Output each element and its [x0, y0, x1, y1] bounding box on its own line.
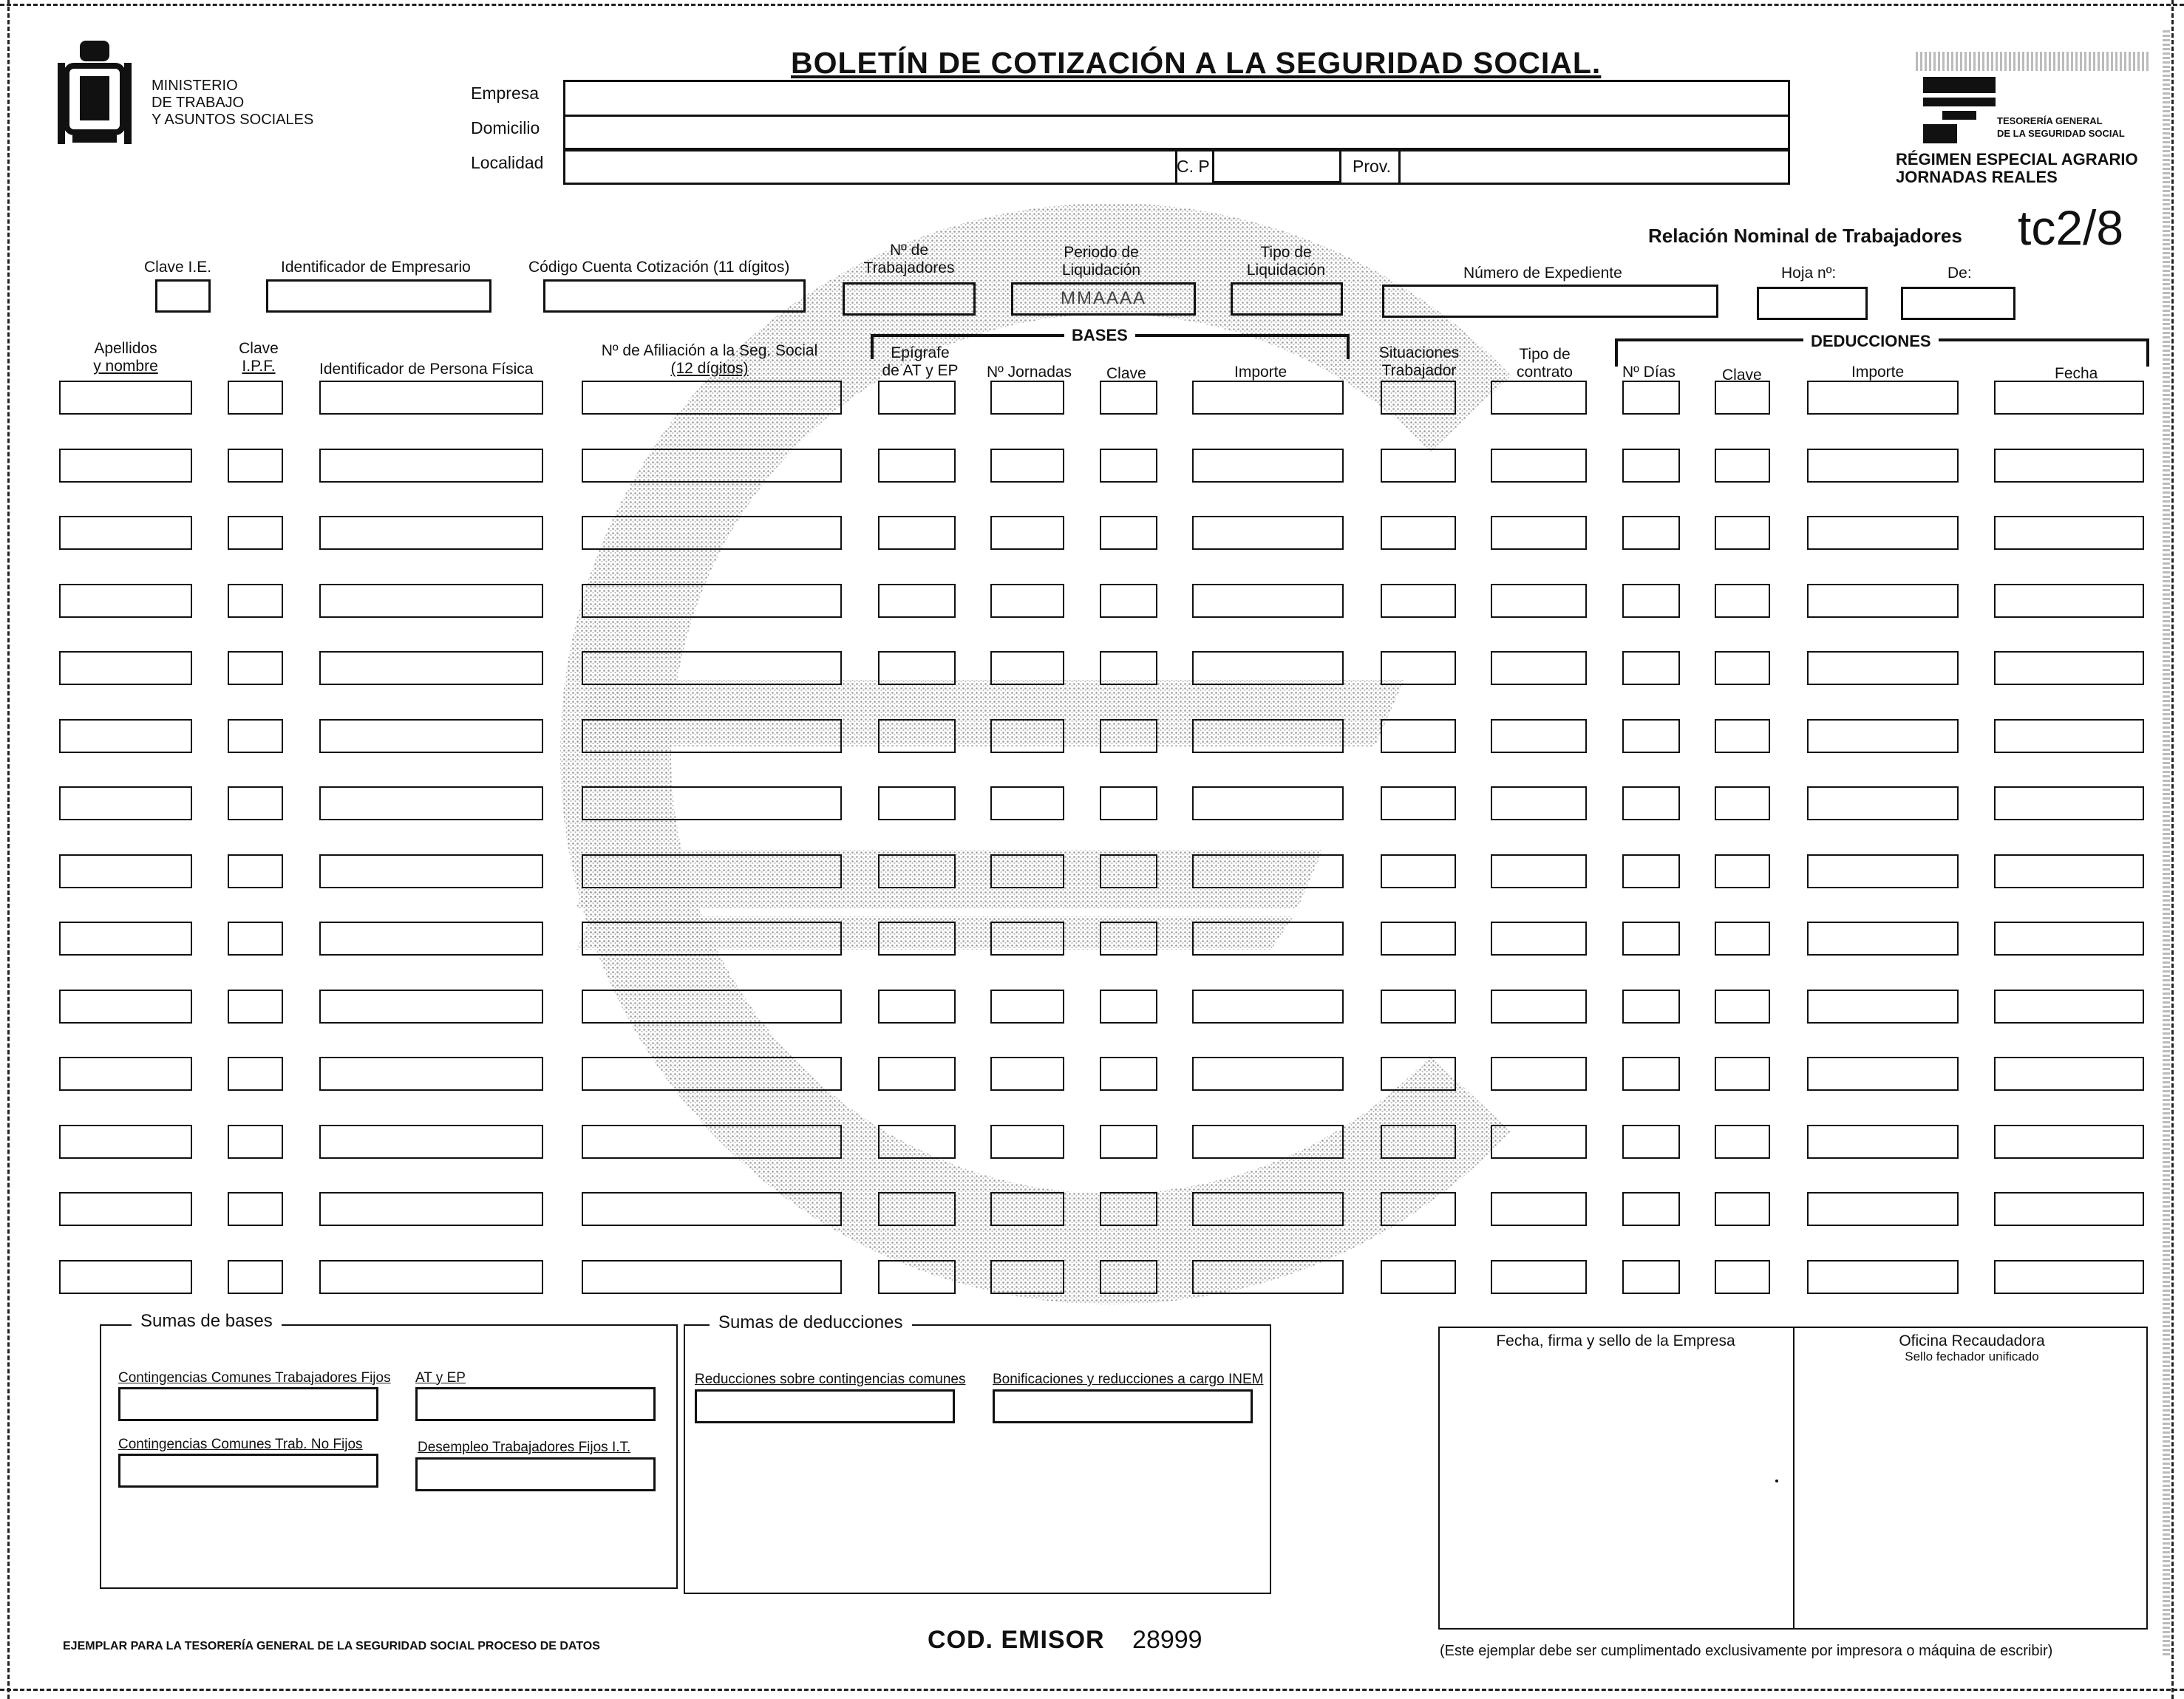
fecha-field[interactable]	[1994, 922, 2144, 956]
n-dias-field[interactable]	[1622, 1192, 1680, 1226]
clave-bases-field[interactable]	[1100, 922, 1157, 956]
ejemplar-label: EJEMPLAR PARA LA TESORERÍA GENERAL DE LA SEGURIDAD SOCIAL PROCESO DE DATOS	[63, 1640, 600, 1652]
identificador-pf-field[interactable]	[319, 1260, 543, 1294]
n-jornadas-field[interactable]	[990, 922, 1064, 956]
at-ep-field[interactable]	[415, 1387, 656, 1421]
hoja-label: Hoja nº:	[1781, 265, 1837, 282]
prov-label: Prov.	[1353, 157, 1391, 176]
afiliacion-field[interactable]	[582, 516, 842, 550]
sumas-deducciones-title: Sumas de deducciones	[710, 1312, 912, 1333]
apellidos-field[interactable]	[59, 584, 192, 618]
afiliacion-field[interactable]	[582, 1125, 842, 1159]
identificador-pf-field[interactable]	[319, 584, 543, 618]
situaciones-field[interactable]	[1381, 1260, 1456, 1294]
situaciones-field[interactable]	[1381, 449, 1456, 483]
clave-ded-field[interactable]	[1715, 1057, 1770, 1091]
situaciones-field[interactable]	[1381, 922, 1456, 956]
clave-bases-field[interactable]	[1100, 990, 1157, 1024]
importe-ded-field[interactable]	[1807, 1192, 1959, 1226]
clave-ipf-field[interactable]	[228, 786, 283, 820]
apellidos-field[interactable]	[59, 381, 192, 415]
afiliacion-field[interactable]	[582, 651, 842, 685]
domicilio-label: Domicilio	[471, 118, 540, 137]
clave-ded-field[interactable]	[1715, 1260, 1770, 1294]
clave-ie-label: Clave I.E.	[144, 259, 212, 276]
identificador-pf-field[interactable]	[319, 786, 543, 820]
apellidos-field[interactable]	[59, 1057, 192, 1091]
apellidos-field[interactable]	[59, 990, 192, 1024]
clave-bases-field[interactable]	[1100, 449, 1157, 483]
n-dias-field[interactable]	[1622, 1125, 1680, 1159]
fecha-field[interactable]	[1994, 1192, 2144, 1226]
col-epigrafe-header: Epígrafe de AT y EP	[882, 344, 959, 379]
importe-bases-field[interactable]	[1192, 854, 1344, 888]
tipo-contrato-field[interactable]	[1491, 1057, 1587, 1091]
situaciones-field[interactable]	[1381, 584, 1456, 618]
identificador-pf-field[interactable]	[319, 516, 543, 550]
at-ep-label: AT y EP	[415, 1370, 466, 1386]
n-dias-field[interactable]	[1622, 719, 1680, 753]
n-jornadas-field[interactable]	[990, 449, 1064, 483]
identificador-pf-field[interactable]	[319, 1125, 543, 1159]
clave-ded-field[interactable]	[1715, 381, 1770, 415]
clave-bases-field[interactable]	[1100, 1192, 1157, 1226]
identificador-pf-field[interactable]	[319, 1192, 543, 1226]
cod-emisor: COD. EMISOR 28999	[928, 1626, 1202, 1654]
identificador-pf-field[interactable]	[319, 922, 543, 956]
n-dias-field[interactable]	[1622, 990, 1680, 1024]
tipo-contrato-field[interactable]	[1491, 1260, 1587, 1294]
tipo-contrato-field[interactable]	[1491, 1192, 1587, 1226]
epigrafe-field[interactable]	[878, 584, 956, 618]
fecha-field[interactable]	[1994, 381, 2144, 415]
n-dias-field[interactable]	[1622, 854, 1680, 888]
cc-fijos-label: Contingencias Comunes Trabajadores Fijos	[118, 1370, 391, 1386]
fecha-field[interactable]	[1994, 584, 2144, 618]
clave-ded-field[interactable]	[1715, 584, 1770, 618]
epigrafe-field[interactable]	[878, 1260, 956, 1294]
importe-ded-field[interactable]	[1807, 516, 1959, 550]
clave-ded-field[interactable]	[1715, 516, 1770, 550]
col-afiliacion-header: Nº de Afiliación a la Seg. Social (12 dígitos)	[601, 342, 818, 377]
clave-ipf-field[interactable]	[228, 381, 283, 415]
col-importe-ded-header: Importe	[1851, 364, 1905, 381]
n-jornadas-field[interactable]	[990, 584, 1064, 618]
clave-ded-field[interactable]	[1715, 1125, 1770, 1159]
clave-ipf-field[interactable]	[228, 1260, 283, 1294]
importe-ded-field[interactable]	[1807, 719, 1959, 753]
firma-divider	[1793, 1327, 1795, 1630]
cp-label: C. P	[1177, 157, 1210, 176]
importe-bases-field[interactable]	[1192, 449, 1344, 483]
apellidos-field[interactable]	[59, 1192, 192, 1226]
fecha-field[interactable]	[1994, 719, 2144, 753]
codigo-cuenta-label: Código Cuenta Cotización (11 dígitos)	[528, 259, 790, 276]
tipo-contrato-field[interactable]	[1491, 719, 1587, 753]
n-dias-field[interactable]	[1622, 516, 1680, 550]
clave-bases-field[interactable]	[1100, 854, 1157, 888]
afiliacion-field[interactable]	[582, 1192, 842, 1226]
apellidos-field[interactable]	[59, 449, 192, 483]
apellidos-field[interactable]	[59, 516, 192, 550]
n-jornadas-field[interactable]	[990, 854, 1064, 888]
epigrafe-field[interactable]	[878, 449, 956, 483]
nota-impresora: (Este ejemplar debe ser cumplimentado exclusivamente por impresora o máquina de escribir)	[1440, 1643, 2053, 1659]
col-clave-ipf-header: Clave I.P.F.	[239, 340, 279, 375]
numero-expediente-label: Número de Expediente	[1463, 265, 1622, 282]
n-dias-field[interactable]	[1622, 1057, 1680, 1091]
bases-group-label: BASES	[1064, 326, 1135, 345]
clave-ded-field[interactable]	[1715, 449, 1770, 483]
n-jornadas-field[interactable]	[990, 1125, 1064, 1159]
clave-bases-field[interactable]	[1100, 1057, 1157, 1091]
n-jornadas-field[interactable]	[990, 990, 1064, 1024]
identificador-pf-field[interactable]	[319, 990, 543, 1024]
importe-bases-field[interactable]	[1192, 922, 1344, 956]
reducciones-label: Reducciones sobre contingencias comunes	[695, 1372, 966, 1387]
fecha-field[interactable]	[1994, 990, 2144, 1024]
afiliacion-field[interactable]	[582, 1057, 842, 1091]
apellidos-field[interactable]	[59, 1125, 192, 1159]
sumas-deducciones-section	[684, 1324, 1271, 1594]
clave-ipf-field[interactable]	[228, 922, 283, 956]
epigrafe-field[interactable]	[878, 854, 956, 888]
bonificaciones-field[interactable]	[993, 1389, 1253, 1423]
fecha-field[interactable]	[1994, 651, 2144, 685]
reducciones-field[interactable]	[695, 1389, 955, 1423]
importe-bases-field[interactable]	[1192, 786, 1344, 820]
n-jornadas-field[interactable]	[990, 381, 1064, 415]
tgss-name: TESORERÍA GENERAL DE LA SEGURIDAD SOCIAL	[1997, 115, 2125, 139]
importe-bases-field[interactable]	[1192, 1057, 1344, 1091]
col-importe-bases-header: Importe	[1234, 364, 1287, 381]
desempleo-field[interactable]	[415, 1457, 656, 1491]
tipo-contrato-field[interactable]	[1491, 990, 1587, 1024]
col-n-jornadas-header: Nº Jornadas	[987, 364, 1072, 381]
tipo-contrato-field[interactable]	[1491, 516, 1587, 550]
identificador-pf-field[interactable]	[319, 449, 543, 483]
apellidos-field[interactable]	[59, 786, 192, 820]
importe-ded-field[interactable]	[1807, 449, 1959, 483]
identificador-pf-field[interactable]	[319, 651, 543, 685]
n-jornadas-field[interactable]	[990, 516, 1064, 550]
importe-ded-field[interactable]	[1807, 786, 1959, 820]
clave-ipf-field[interactable]	[228, 584, 283, 618]
deducciones-group-label: DEDUCCIONES	[1803, 332, 1939, 351]
n-jornadas-field[interactable]	[990, 719, 1064, 753]
clave-bases-field[interactable]	[1100, 1260, 1157, 1294]
clave-ipf-field[interactable]	[228, 449, 283, 483]
stray-dot	[1775, 1480, 1778, 1482]
identificador-pf-field[interactable]	[319, 854, 543, 888]
afiliacion-field[interactable]	[582, 990, 842, 1024]
sumas-bases-title: Sumas de bases	[132, 1311, 282, 1332]
afiliacion-field[interactable]	[582, 1260, 842, 1294]
clave-ded-field[interactable]	[1715, 854, 1770, 888]
clave-ded-field[interactable]	[1715, 719, 1770, 753]
clave-bases-field[interactable]	[1100, 584, 1157, 618]
importe-ded-field[interactable]	[1807, 651, 1959, 685]
identificador-pf-field[interactable]	[319, 381, 543, 415]
afiliacion-field[interactable]	[582, 854, 842, 888]
importe-ded-field[interactable]	[1807, 854, 1959, 888]
situaciones-field[interactable]	[1381, 854, 1456, 888]
col-n-dias-header: Nº Días	[1622, 364, 1676, 381]
importe-bases-field[interactable]	[1192, 1125, 1344, 1159]
importe-bases-field[interactable]	[1192, 381, 1344, 415]
n-dias-field[interactable]	[1622, 449, 1680, 483]
importe-bases-field[interactable]	[1192, 1192, 1344, 1226]
importe-bases-field[interactable]	[1192, 1260, 1344, 1294]
importe-bases-field[interactable]	[1192, 584, 1344, 618]
tipo-liquidacion-label: Tipo de Liquidación	[1246, 244, 1326, 279]
periodo-label: Periodo de Liquidación	[1061, 244, 1141, 279]
desempleo-label: Desempleo Trabajadores Fijos I.T.	[418, 1440, 631, 1455]
importe-bases-field[interactable]	[1192, 719, 1344, 753]
epigrafe-field[interactable]	[878, 1192, 956, 1226]
importe-ded-field[interactable]	[1807, 922, 1959, 956]
epigrafe-field[interactable]	[878, 719, 956, 753]
col-clave-ded-header: Clave	[1722, 367, 1762, 384]
afiliacion-field[interactable]	[582, 584, 842, 618]
periodo-placeholder: MMAAAA	[1060, 288, 1146, 308]
clave-bases-field[interactable]	[1100, 516, 1157, 550]
n-jornadas-field[interactable]	[990, 1192, 1064, 1226]
apellidos-field[interactable]	[59, 719, 192, 753]
epigrafe-field[interactable]	[878, 1057, 956, 1091]
epigrafe-field[interactable]	[878, 651, 956, 685]
clave-ipf-field[interactable]	[228, 1125, 283, 1159]
clave-bases-field[interactable]	[1100, 381, 1157, 415]
situaciones-field[interactable]	[1381, 1192, 1456, 1226]
tipo-contrato-field[interactable]	[1491, 449, 1587, 483]
epigrafe-field[interactable]	[878, 922, 956, 956]
epigrafe-field[interactable]	[878, 1125, 956, 1159]
importe-ded-field[interactable]	[1807, 1260, 1959, 1294]
tipo-contrato-field[interactable]	[1491, 786, 1587, 820]
clave-bases-field[interactable]	[1100, 719, 1157, 753]
tipo-contrato-field[interactable]	[1491, 1125, 1587, 1159]
oficina-recaudadora-label: Oficina Recaudadora Sello fechador unificado	[1899, 1332, 2045, 1363]
n-jornadas-field[interactable]	[990, 1057, 1064, 1091]
fecha-field[interactable]	[1994, 1260, 2144, 1294]
clave-ipf-field[interactable]	[228, 854, 283, 888]
form-code: tc2/8	[2018, 200, 2124, 255]
situaciones-field[interactable]	[1381, 990, 1456, 1024]
importe-ded-field[interactable]	[1807, 381, 1959, 415]
n-jornadas-field[interactable]	[990, 786, 1064, 820]
epigrafe-field[interactable]	[878, 516, 956, 550]
situaciones-field[interactable]	[1381, 786, 1456, 820]
fecha-field[interactable]	[1994, 449, 2144, 483]
clave-ded-field[interactable]	[1715, 651, 1770, 685]
empresa-label: Empresa	[471, 84, 540, 103]
n-trabajadores-label: Nº de Trabajadores	[863, 242, 955, 276]
n-dias-field[interactable]	[1622, 651, 1680, 685]
tipo-contrato-field[interactable]	[1491, 854, 1587, 888]
situaciones-field[interactable]	[1381, 381, 1456, 415]
fecha-field[interactable]	[1994, 516, 2144, 550]
clave-ipf-field[interactable]	[228, 651, 283, 685]
epigrafe-field[interactable]	[878, 381, 956, 415]
importe-ded-field[interactable]	[1807, 584, 1959, 618]
fecha-field[interactable]	[1994, 1125, 2144, 1159]
n-dias-field[interactable]	[1622, 381, 1680, 415]
col-apellidos-header: Apellidos y nombre	[93, 340, 158, 375]
apellidos-field[interactable]	[59, 651, 192, 685]
tipo-contrato-field[interactable]	[1491, 584, 1587, 618]
afiliacion-field[interactable]	[582, 719, 842, 753]
col-identificador-pf-header: Identificador de Persona Física	[319, 361, 534, 378]
situaciones-field[interactable]	[1381, 1125, 1456, 1159]
afiliacion-field[interactable]	[582, 786, 842, 820]
clave-bases-field[interactable]	[1100, 1125, 1157, 1159]
col-situaciones-header: Situaciones Trabajador	[1378, 344, 1460, 379]
importe-bases-field[interactable]	[1192, 516, 1344, 550]
n-dias-field[interactable]	[1622, 922, 1680, 956]
n-jornadas-field[interactable]	[990, 1260, 1064, 1294]
situaciones-field[interactable]	[1381, 516, 1456, 550]
identificador-pf-field[interactable]	[319, 719, 543, 753]
afiliacion-field[interactable]	[582, 922, 842, 956]
importe-ded-field[interactable]	[1807, 1057, 1959, 1091]
identificador-empresario-label: Identificador de Empresario	[281, 259, 471, 276]
importe-bases-field[interactable]	[1192, 990, 1344, 1024]
n-dias-field[interactable]	[1622, 1260, 1680, 1294]
clave-ded-field[interactable]	[1715, 786, 1770, 820]
apellidos-field[interactable]	[59, 922, 192, 956]
n-dias-field[interactable]	[1622, 786, 1680, 820]
relacion-nominal-label: Relación Nominal de Trabajadores	[1648, 225, 1962, 247]
situaciones-field[interactable]	[1381, 1057, 1456, 1091]
importe-ded-field[interactable]	[1807, 1125, 1959, 1159]
importe-bases-field[interactable]	[1192, 651, 1344, 685]
fecha-field[interactable]	[1994, 786, 2144, 820]
clave-bases-field[interactable]	[1100, 786, 1157, 820]
identificador-pf-field[interactable]	[319, 1057, 543, 1091]
ministry-name: MINISTERIO DE TRABAJO Y ASUNTOS SOCIALES	[152, 78, 314, 128]
clave-ipf-field[interactable]	[228, 516, 283, 550]
cc-no-fijos-label: Contingencias Comunes Trab. No Fijos	[118, 1437, 363, 1452]
afiliacion-field[interactable]	[582, 381, 842, 415]
afiliacion-field[interactable]	[582, 449, 842, 483]
clave-ded-field[interactable]	[1715, 990, 1770, 1024]
epigrafe-field[interactable]	[878, 990, 956, 1024]
fecha-firma-label: Fecha, firma y sello de la Empresa	[1496, 1332, 1735, 1349]
apellidos-field[interactable]	[59, 1260, 192, 1294]
n-dias-field[interactable]	[1622, 584, 1680, 618]
regimen-title: RÉGIMEN ESPECIAL AGRARIO JORNADAS REALES	[1896, 150, 2138, 186]
cc-fijos-field[interactable]	[118, 1387, 378, 1421]
importe-ded-field[interactable]	[1807, 990, 1959, 1024]
col-fecha-header: Fecha	[2055, 365, 2098, 382]
document-title: BOLETÍN DE COTIZACIÓN A LA SEGURIDAD SOCIAL.	[791, 46, 1602, 80]
situaciones-field[interactable]	[1381, 719, 1456, 753]
localidad-label: Localidad	[471, 153, 544, 172]
clave-ipf-field[interactable]	[228, 1057, 283, 1091]
de-label: De:	[1947, 265, 1972, 282]
fecha-field[interactable]	[1994, 1057, 2144, 1091]
col-tipo-contrato-header: Tipo de contrato	[1517, 346, 1573, 381]
clave-ipf-field[interactable]	[228, 990, 283, 1024]
tipo-contrato-field[interactable]	[1491, 381, 1587, 415]
tipo-contrato-field[interactable]	[1491, 651, 1587, 685]
clave-ded-field[interactable]	[1715, 1192, 1770, 1226]
epigrafe-field[interactable]	[878, 786, 956, 820]
col-clave-bases-header: Clave	[1106, 365, 1146, 382]
clave-ded-field[interactable]	[1715, 922, 1770, 956]
bonificaciones-label: Bonificaciones y reducciones a cargo INEM	[993, 1372, 1264, 1387]
fecha-field[interactable]	[1994, 854, 2144, 888]
clave-bases-field[interactable]	[1100, 651, 1157, 685]
clave-ipf-field[interactable]	[228, 1192, 283, 1226]
cc-no-fijos-field[interactable]	[118, 1454, 378, 1488]
tipo-contrato-field[interactable]	[1491, 922, 1587, 956]
clave-ipf-field[interactable]	[228, 719, 283, 753]
n-jornadas-field[interactable]	[990, 651, 1064, 685]
situaciones-field[interactable]	[1381, 651, 1456, 685]
apellidos-field[interactable]	[59, 854, 192, 888]
